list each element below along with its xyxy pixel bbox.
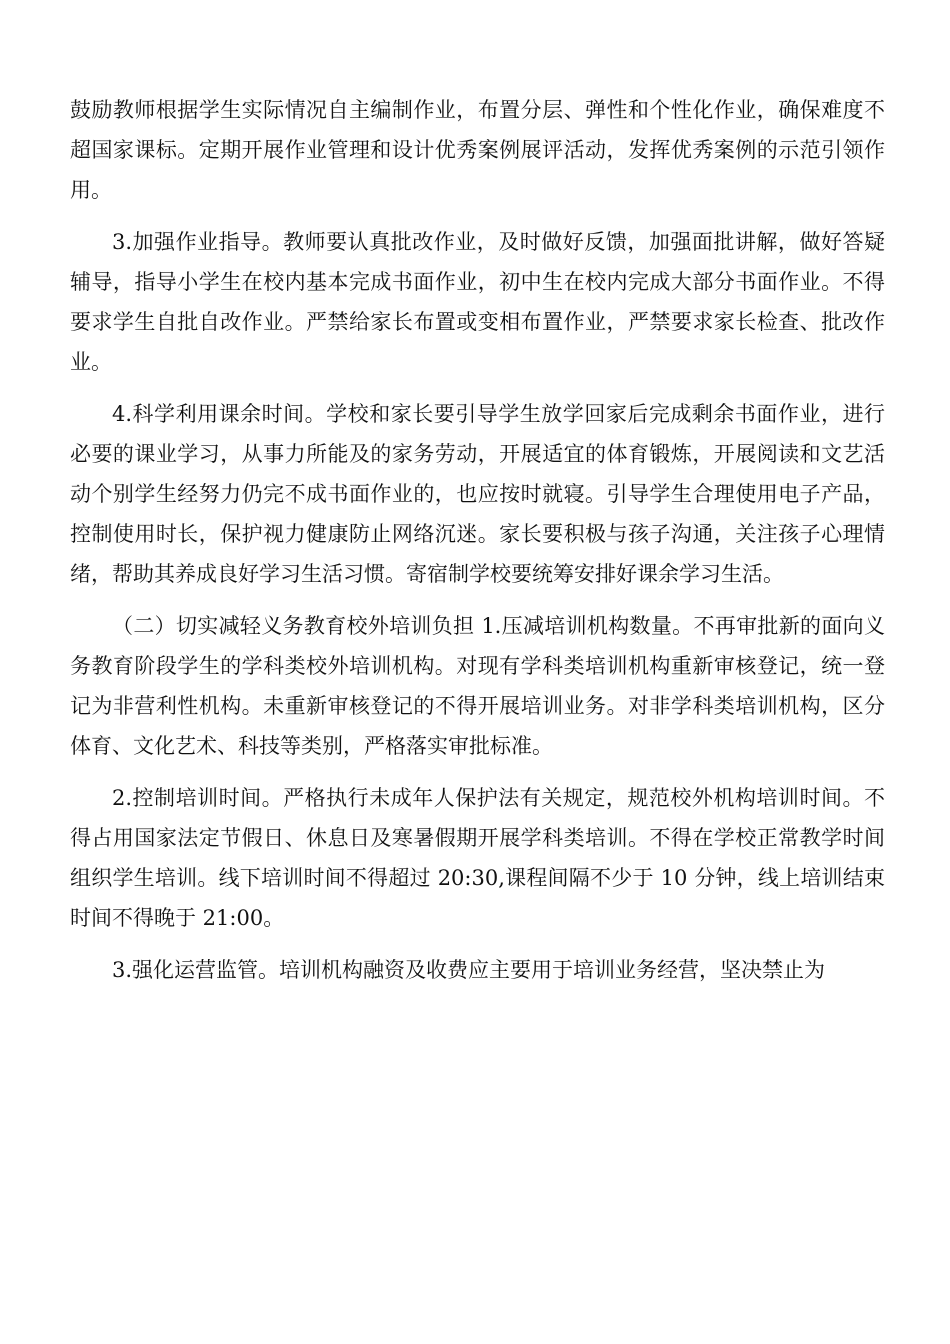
paragraph-reduce-training-burden: （二）切实减轻义务教育校外培训负担 1.压减培训机构数量。不再审批新的面向义务教育阶段学生的学科类校外培训机构。对现有学科类培训机构重新审核登记，统一登记为非营利性机构。未重新审核登记的不得开展培训业务。对非学科类培训机构，区分体育、文化艺术、科技等类别，严格落实审批标准。 (70, 614, 885, 758)
paragraph-operation-supervision: 3.强化运营监管。培训机构融资及收费应主要用于培训业务经营，坚决禁止为 (112, 958, 826, 982)
paragraph-after-school-time: 4.科学利用课余时间。学校和家长要引导学生放学回家后完成剩余书面作业，进行必要的课业学习，从事力所能及的家务劳动，开展适宜的体育锻炼，开展阅读和文艺活动个别学生经努力仍完不成书面作业的，也应按时就寝。引导学生合理使用电子产品，控制使用时长，保护视力健康防止网络沉迷。家长要积极与孩子沟通，关注孩子心理情绪，帮助其养成良好学习生活习惯。寄宿制学校要统筹安排好课余学习生活。 (70, 402, 885, 586)
paragraph-homework-guidance: 3.加强作业指导。教师要认真批改作业，及时做好反馈，加强面批讲解，做好答疑辅导，指导小学生在校内基本完成书面作业，初中生在校内完成大部分书面作业。不得要求学生自批自改作业。严禁给家长布置或变相布置作业，严禁要求家长检查、批改作业。 (70, 230, 885, 374)
paragraph-homework-design: 鼓励教师根据学生实际情况自主编制作业，布置分层、弹性和个性化作业，确保难度不超国家课标。定期开展作业管理和设计优秀案例展评活动，发挥优秀案例的示范引领作用。 (70, 98, 885, 202)
document-body (70, 90, 885, 990)
paragraph-control-training-time: 2.控制培训时间。严格执行未成年人保护法有关规定，规范校外机构培训时间。不得占用国家法定节假日、休息日及寒暑假期开展学科类培训。不得在学校正常教学时间组织学生培训。线下培训时间不得超过 20:30,课程间隔不少于 10 分钟，线上培训结束时间不得晚于 21:00。 (70, 786, 885, 930)
